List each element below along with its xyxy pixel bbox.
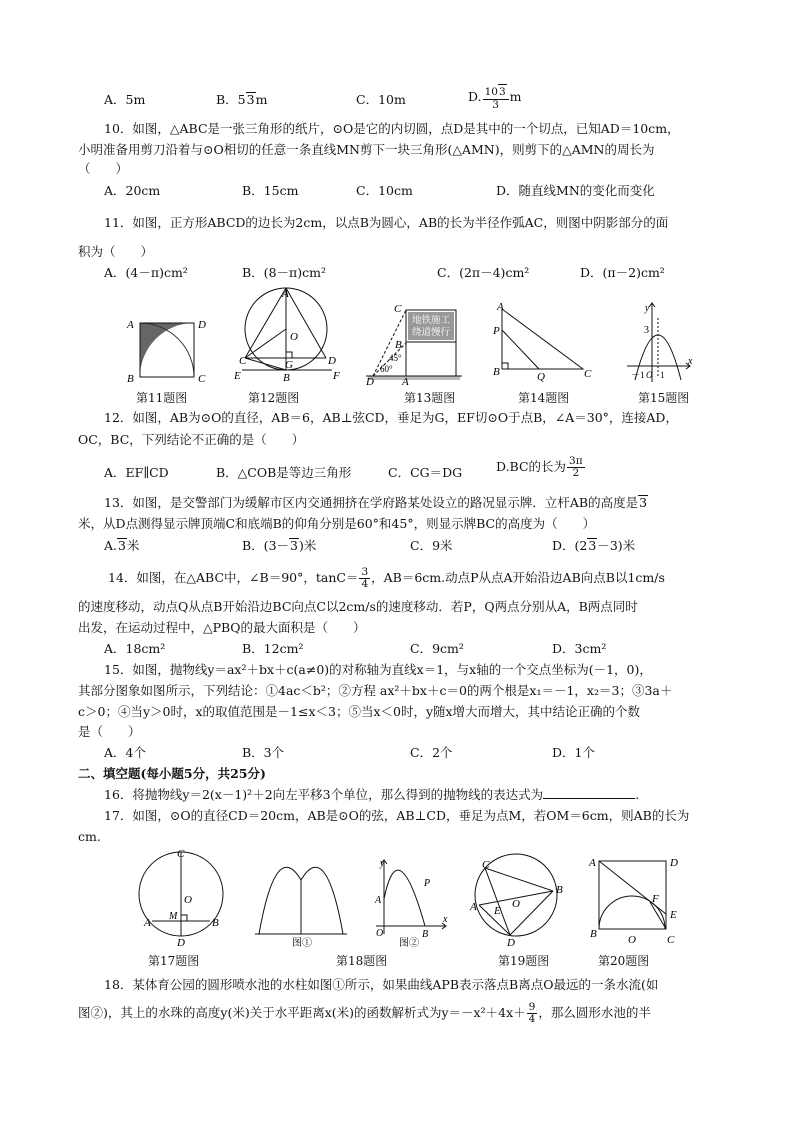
fig11-label-c: C (198, 373, 206, 385)
q10-option-a: A．20cm (104, 183, 161, 198)
q12-option-d: D.BC的长为 $\frac{3\pi}{2}$ (496, 455, 583, 479)
fig14-label-q: Q (537, 371, 545, 383)
q14-option-b: B．12cm² (242, 641, 304, 656)
section-title-fill-in: 二、填空题(每小题5分，共25分) (78, 766, 266, 781)
fig11-label-b: B (127, 373, 134, 385)
q15-line4: 是（ ） (78, 724, 141, 739)
fig15-label-y: y (645, 303, 650, 314)
fig12-label-f: F (333, 370, 340, 382)
fig12-label-c: C (239, 355, 247, 367)
fig13-sign-line1: 地铁施工 (411, 316, 451, 326)
fig14-label-a: A (497, 301, 504, 313)
q14-line2: 的速度移动，动点Q从点B开始沿边BC向点C以2cm/s的速度移动．若P，Q两点分别从A，B两点同时 (78, 599, 638, 614)
figure-17 (139, 852, 223, 936)
q11-option-d: D．(π－2)cm² (580, 265, 665, 280)
q15-option-c: C．2个 (410, 745, 453, 760)
fig19-label-c: C (482, 859, 490, 871)
fig13-angle-45: 45° (389, 353, 402, 363)
q13-line1: 13．如图，是交警部门为缓解市区内交通拥挤在学府路某处设立的路况显示牌．立杆AB的高度是3 (104, 495, 648, 510)
caption-fig20: 第20题图 (598, 954, 650, 968)
q14-option-c: C．9cm² (410, 641, 464, 656)
q18-line1: 18．某体育公园的圆形喷水池的水柱如图①所示，如果曲线APB表示落点B离点O最远的一条水流(如 (104, 977, 659, 992)
fig13-label-d: D (366, 376, 374, 388)
q10-line2: 小明准备用剪刀沿着与⊙O相切的任意一条直线MN剪下一块三角形(△AMN)，则剪下的△AMN的周长为 (78, 142, 655, 157)
fig12-label-e: E (234, 370, 241, 382)
fig18-label-y: y (380, 858, 385, 869)
fig13-label-b: B (395, 339, 402, 351)
fig18-label-b: B (422, 929, 429, 940)
fig18-sublabel-1: 图① (292, 938, 312, 949)
q14-line1: 14．如图，在△ABC中，∠B＝90°，tanC＝ $\frac{3}{4}$ ，AB＝6cm.动点P从点A开始沿边AB向点B以1cm/s (108, 566, 665, 590)
q14-option-a: A．18cm² (104, 641, 166, 656)
fig14-label-b: B (493, 366, 500, 378)
caption-fig14: 第14题图 (518, 391, 570, 405)
fig19-label-b: B (556, 884, 563, 896)
caption-fig12: 第12题图 (248, 391, 300, 405)
fig17-label-o: O (184, 894, 192, 906)
fig18-label-o: O (376, 928, 384, 939)
fig11-label-d: D (198, 319, 206, 331)
caption-fig19: 第19题图 (498, 954, 550, 968)
fig20-label-c: C (667, 934, 675, 946)
fig17-label-m: M (169, 911, 178, 922)
q15-line2: 其部分图象如图所示，下列结论：①4ac＜b²；②方程 ax²＋bx＋c＝0的两个根是x₁＝－1，x₂＝3；③3a＋ (78, 683, 673, 698)
q16-text: 16．将抛物线y＝2(x－1)²＋2向左平移3个单位，那么得到的抛物线的表达式为 . (104, 787, 640, 802)
fig19-label-a: A (470, 901, 477, 913)
fig15-label-1: 1 (660, 370, 665, 380)
fig13-sign-line2: 绕道慢行 (411, 328, 451, 338)
caption-fig15: 第15题图 (638, 391, 690, 405)
fig20-label-d: D (670, 857, 678, 869)
q9-option-b: B．53m (216, 92, 268, 107)
fig17-label-c: C (177, 848, 185, 860)
q12-line2: OC，BC，下列结论不正确的是（ ） (78, 432, 305, 447)
q15-option-d: D．1个 (552, 745, 595, 760)
fig19-label-d: D (507, 937, 515, 949)
q9-option-c: C．10m (356, 92, 406, 107)
q13-option-a: A.3米 (104, 538, 140, 553)
fig12-label-g: G (285, 359, 293, 371)
fig18-sublabel-2: 图② (399, 938, 419, 949)
fig20-label-e: E (670, 909, 677, 921)
fig20-label-a: A (589, 857, 596, 869)
fig11-label-a: A (127, 319, 134, 331)
fig17-label-a: A (144, 917, 151, 929)
fig19-label-e: E (494, 905, 501, 917)
q12-option-a: A．EF∥CD (104, 465, 169, 480)
q12-option-b: B．△COB是等边三角形 (216, 465, 352, 480)
q11-option-b: B．(8－π)cm² (242, 265, 326, 280)
q9-option-d: D. $\frac{103}{3}$ m (468, 86, 522, 111)
q15-option-a: A．4个 (104, 745, 146, 760)
fig20-label-b: B (590, 928, 597, 940)
caption-fig17: 第17题图 (148, 954, 200, 968)
fig13-label-c: C (394, 303, 402, 315)
q10-line1: 10．如图，△ABC是一张三角形的纸片，⊙O是它的内切圆，点D是其中的一个切点，已知AD＝10cm， (104, 121, 680, 136)
caption-fig18: 第18题图 (336, 954, 388, 968)
q14-option-d: D．3cm² (552, 641, 607, 656)
q17-line1: 17．如图，⊙O的直径CD＝20cm，AB是⊙O的弦，AB⊥CD，垂足为点M，若OM＝6cm，则AB的长为 (104, 808, 690, 823)
fig15-label-x: x (688, 356, 693, 367)
q11-line1: 11．如图，正方形ABCD的边长为2cm，以点B为圆心，AB的长为半径作弧AC，则图中阴影部分的面 (104, 215, 669, 230)
fig13-angle-60: 60° (380, 364, 393, 374)
fig12-label-b: B (283, 372, 290, 384)
q15-option-b: B．3个 (242, 745, 285, 760)
q10-line3: （ ） (78, 161, 129, 176)
fig18-label-a: A (375, 895, 382, 906)
q11-option-c: C．(2π－4)cm² (437, 265, 530, 280)
fig12-label-o: O (290, 331, 298, 343)
fig15-label-minus1: －1 (631, 370, 645, 380)
fig18-label-x: x (443, 914, 448, 925)
q10-option-b: B．15cm (242, 183, 299, 198)
fig17-label-b: B (212, 917, 219, 929)
fig20-label-o: O (628, 934, 636, 946)
q15-line3: c＞0；④当y＞0时，x的取值范围是－1≤x＜3；⑤当x＜0时，y随x增大而增大，其中结论正确的个数 (78, 704, 641, 719)
figure-18 (255, 867, 347, 934)
fig13-label-a: A (402, 376, 409, 388)
caption-fig13: 第13题图 (404, 391, 456, 405)
q13-option-d: D．(23－3)米 (552, 538, 636, 553)
fig15-label-o: O (646, 370, 653, 380)
q18-line2: 图②)，其上的水珠的高度y(米)关于水平距离x(米)的函数解析式为y＝－x²＋4x＋ $\frac{9}{4}$ ，那么圆形水池的半 (78, 1001, 651, 1025)
q11-line2: 积为（ ） (78, 244, 154, 259)
q13-option-c: C．9米 (410, 538, 453, 553)
q10-option-c: C．10cm (356, 183, 413, 198)
fig19-label-o: O (512, 898, 520, 910)
q14-line3: 出发，在运动过程中，△PBQ的最大面积是（ ） (78, 620, 366, 635)
fig12-label-d: D (328, 355, 336, 367)
q15-line1: 15．如图，抛物线y＝ax²＋bx＋c(a≠0)的对称轴为直线x＝1，与x轴的一个交点坐标为(－1，0)， (104, 662, 652, 677)
caption-fig11: 第11题图 (136, 391, 188, 405)
fig12-label-a: A (282, 288, 289, 300)
fig18-label-p: P (424, 878, 431, 889)
fig20-label-f: F (652, 893, 659, 905)
fig14-label-c: C (584, 368, 592, 380)
q17-line2: cm. (78, 829, 101, 844)
fig15-label-3: 3 (644, 325, 649, 336)
fig14-label-p: P (493, 325, 500, 337)
q11-option-a: A．(4－π)cm² (104, 265, 188, 280)
q13-option-b: B．(3－3)米 (242, 538, 317, 553)
q12-option-c: C．CG＝DG (388, 465, 463, 480)
q10-option-d: D．随直线MN的变化而变化 (496, 183, 655, 198)
q9-option-a: A．5m (104, 92, 146, 107)
fig17-label-d: D (177, 937, 185, 949)
figure-18-graph (376, 860, 446, 934)
q12-line1: 12．如图，AB为⊙O的直径，AB＝6，AB⊥弦CD，垂足为G，EF切⊙O于点B，∠A＝30°，连接AD， (104, 410, 678, 425)
q13-line2: 米，从D点测得显示牌顶端C和底端B的仰角分别是60°和45°，则显示牌BC的高度为（ ） (78, 516, 596, 531)
